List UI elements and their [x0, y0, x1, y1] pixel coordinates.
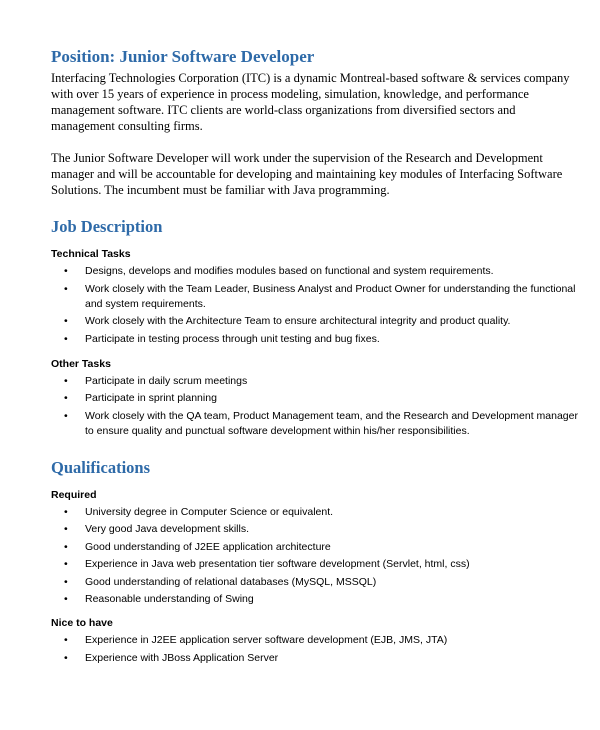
bullet-icon: • [64, 374, 68, 387]
list-item [51, 409, 581, 439]
list-item-text: Work closely with the Team Leader, Business Analyst and Product Owner for understanding the functional and system requirements. [85, 282, 576, 310]
bullet-icon: • [64, 651, 68, 664]
document-page [51, 46, 581, 668]
list-item [51, 575, 581, 590]
bullet-icon: • [64, 505, 68, 518]
list-item-text: University degree in Computer Science or equivalent. [85, 505, 334, 518]
other-tasks-list [51, 374, 581, 439]
list-item [51, 592, 581, 607]
list-item [51, 374, 581, 389]
list-item [51, 651, 581, 666]
required-list [51, 505, 581, 608]
other-tasks-label: Other Tasks [51, 357, 111, 370]
bullet-icon: • [64, 575, 68, 588]
list-item-text: Designs, develops and modifies modules based on functional and system requirements. [85, 265, 494, 277]
list-item [51, 522, 581, 537]
bullet-icon: • [64, 392, 68, 404]
role-summary-paragraph: The Junior Software Developer will work under the supervision of the Research and Development manager and will be accountable for developing and maintaining key modules of Interfacing Software Solutions. The incumbent must be familiar with Java programming. [51, 151, 563, 197]
list-item-text: Good understanding of J2EE application architecture [85, 540, 331, 553]
list-item-text: Participate in sprint planning [85, 392, 217, 404]
list-item [51, 282, 581, 312]
qualifications-heading: Qualifications [51, 457, 151, 477]
list-item [51, 557, 581, 572]
bullet-icon: • [64, 593, 68, 605]
list-item [51, 264, 581, 279]
bullet-icon: • [64, 523, 68, 535]
technical-tasks-label: Technical Tasks [51, 248, 131, 260]
list-item [51, 540, 581, 555]
technical-tasks-list [51, 264, 581, 347]
list-item-text: Experience in Java web presentation tier software development (Servlet, html, css) [85, 558, 470, 570]
bullet-icon: • [64, 315, 68, 327]
bullet-icon: • [64, 409, 68, 422]
job-description-heading: Job Description [51, 217, 163, 236]
list-item [51, 332, 581, 347]
position-title: Position: Junior Software Developer [51, 47, 315, 66]
list-item-text: Work closely with the QA team, Product Management team, and the Research and Development manager to ensure quality and punctual software development within his/her responsibilities. [85, 409, 578, 437]
list-item [51, 505, 581, 520]
list-item [51, 314, 581, 329]
company-intro-paragraph: Interfacing Technologies Corporation (ITC) is a dynamic Montreal-based software & services company with over 15 years of experience in process modeling, simulation, knowledge, and performance management software. ITC clients are world-class organizations from diversified sectors and management consulting firms. [51, 71, 570, 133]
list-item-text: Good understanding of relational databases (MySQL, MSSQL) [85, 575, 377, 588]
nice-to-have-label: Nice to have [51, 617, 113, 629]
required-label: Required [51, 488, 97, 501]
list-item-text: Participate in testing process through unit testing and bug fixes. [85, 332, 380, 345]
bullet-icon: • [64, 540, 68, 553]
list-item-text: Work closely with the Architecture Team to ensure architectural integrity and product quality. [85, 315, 511, 327]
bullet-icon: • [64, 282, 68, 295]
list-item [51, 391, 581, 406]
bullet-icon: • [64, 265, 68, 277]
nice-to-have-list [51, 633, 581, 666]
list-item-text: Reasonable understanding of Swing [85, 593, 254, 605]
list-item [51, 633, 581, 648]
list-item-text: Experience in J2EE application server software development (EJB, JMS, JTA) [85, 634, 448, 646]
list-item-text: Very good Java development skills. [85, 523, 250, 535]
bullet-icon: • [64, 558, 68, 570]
bullet-icon: • [64, 332, 68, 345]
bullet-icon: • [64, 634, 68, 646]
list-item-text: Experience with JBoss Application Server [85, 651, 279, 664]
list-item-text: Participate in daily scrum meetings [85, 374, 248, 387]
